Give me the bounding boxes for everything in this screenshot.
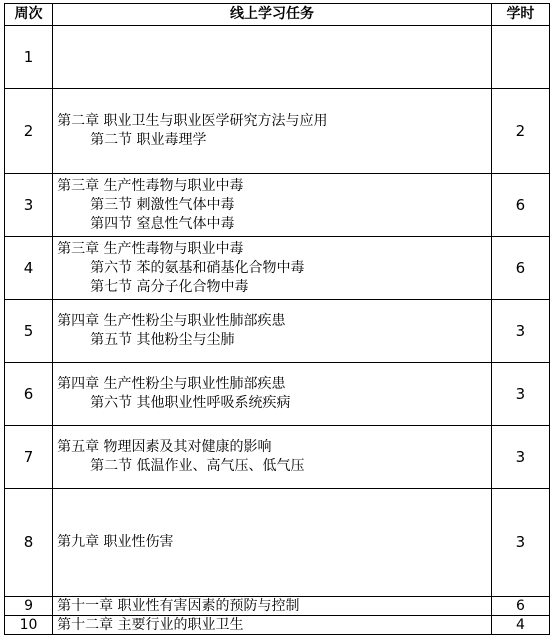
header-week: 周次 <box>5 4 53 26</box>
task-cell <box>53 363 492 426</box>
table-row <box>5 174 550 237</box>
table-row <box>5 237 550 300</box>
header-task: 线上学习任务 <box>53 4 492 26</box>
task-cell <box>53 616 492 635</box>
online-learning-schedule-table <box>4 3 550 635</box>
week-cell: 8 <box>5 489 53 597</box>
chapter-line: 第三章 生产性毒物与职业中毒 <box>57 240 244 257</box>
week-cell: 2 <box>5 89 53 174</box>
hours-cell: 2 <box>491 89 549 174</box>
header-hours: 学时 <box>491 4 549 26</box>
week-cell: 5 <box>5 300 53 363</box>
section-line: 第五节 其他粉尘与尘肺 <box>90 332 235 348</box>
hours-cell: 4 <box>491 616 549 635</box>
week-cell: 9 <box>5 597 53 616</box>
week-cell: 4 <box>5 237 53 300</box>
task-cell <box>53 26 492 89</box>
table-row <box>5 26 550 89</box>
chapter-line: 第二章 职业卫生与职业医学研究方法与应用 <box>57 113 328 129</box>
chapter-line: 第四章 生产性粉尘与职业性肺部疾患 <box>57 313 286 329</box>
week-cell: 6 <box>5 363 53 426</box>
task-cell <box>53 174 492 237</box>
table-row <box>5 89 550 174</box>
chapter-line: 第三章 生产性毒物与职业中毒 <box>57 177 244 194</box>
table-row <box>5 616 550 635</box>
hours-cell: 6 <box>491 597 549 616</box>
task-cell <box>53 237 492 300</box>
chapter-line: 第十一章 职业性有害因素的预防与控制 <box>57 597 300 614</box>
chapter-line: 第五章 物理因素及其对健康的影响 <box>57 439 272 455</box>
table-row <box>5 300 550 363</box>
week-cell: 7 <box>5 426 53 489</box>
week-cell: 3 <box>5 174 53 237</box>
hours-cell: 3 <box>491 300 549 363</box>
section-line: 第六节 苯的氨基和硝基化合物中毒 <box>90 259 305 276</box>
section-line: 第二节 职业毒理学 <box>90 132 207 148</box>
table-header-row <box>5 4 550 26</box>
task-cell <box>53 426 492 489</box>
section-line: 第六节 其他职业性呼吸系统疾病 <box>90 395 291 411</box>
hours-cell: 6 <box>491 237 549 300</box>
chapter-line: 第四章 生产性粉尘与职业性肺部疾患 <box>57 376 286 392</box>
hours-cell: 3 <box>491 426 549 489</box>
task-cell <box>53 300 492 363</box>
chapter-line: 第十二章 主要行业的职业卫生 <box>57 616 244 633</box>
week-cell: 10 <box>5 616 53 635</box>
hours-cell: 3 <box>491 363 549 426</box>
hours-cell <box>491 26 549 89</box>
table-row <box>5 426 550 489</box>
section-line: 第二节 低温作业、高气压、低气压 <box>90 458 305 474</box>
hours-cell: 6 <box>491 174 549 237</box>
week-cell: 1 <box>5 26 53 89</box>
chapter-line: 第九章 职业性伤害 <box>57 534 174 550</box>
table-row <box>5 489 550 597</box>
task-cell <box>53 89 492 174</box>
section-line: 第三节 刺激性气体中毒 <box>90 196 235 213</box>
task-cell <box>53 597 492 616</box>
hours-cell: 3 <box>491 489 549 597</box>
table-row <box>5 363 550 426</box>
task-cell <box>53 489 492 597</box>
section-line: 第七节 高分子化合物中毒 <box>90 278 249 295</box>
section-line: 第四节 窒息性气体中毒 <box>90 215 235 232</box>
table-row <box>5 597 550 616</box>
